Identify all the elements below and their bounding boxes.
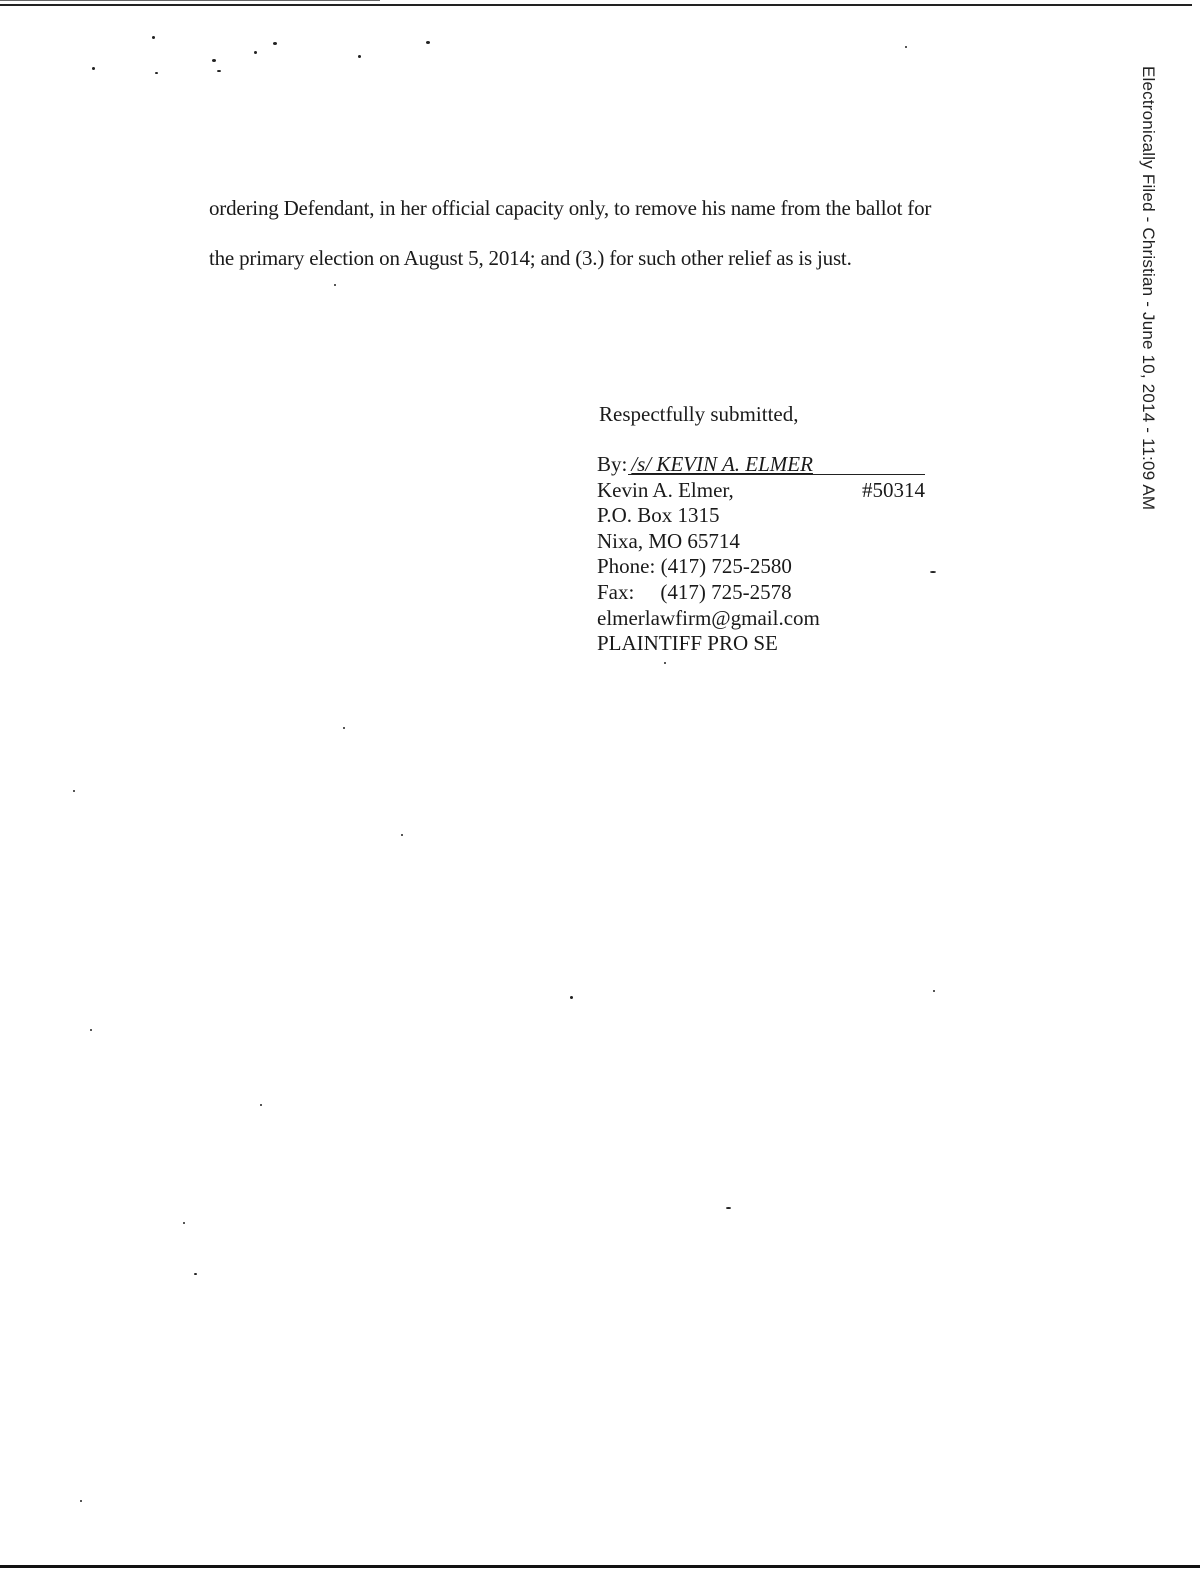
address-line-1: P.O. Box 1315 — [597, 503, 720, 528]
attorney-name: Kevin A. Elmer, — [597, 477, 734, 502]
scan-speck — [273, 42, 277, 45]
scan-speck — [905, 46, 907, 48]
fax-label: Fax: — [597, 579, 635, 604]
phone-number: (417) 725-2580 — [660, 554, 792, 579]
signature-line — [597, 452, 927, 478]
scan-speck — [155, 72, 158, 74]
electronic-signature: /s/ KEVIN A. ELMER — [631, 452, 813, 476]
scan-speck — [92, 67, 95, 70]
scan-speck — [933, 990, 935, 992]
scan-speck — [930, 571, 936, 573]
signature-block — [597, 452, 932, 657]
attorney-name-row — [597, 478, 932, 504]
phone-label: Phone: — [597, 554, 656, 579]
scan-speck — [570, 996, 573, 999]
bottom-edge-rule — [0, 1565, 1200, 1568]
scan-speck — [212, 59, 216, 62]
top-edge-thin-rule — [0, 0, 380, 1]
scan-speck — [73, 790, 75, 792]
scan-speck — [217, 70, 221, 72]
fax-number: (417) 725-2578 — [660, 579, 792, 604]
party-role: PLAINTIFF PRO SE — [597, 631, 778, 656]
address-line-2: Nixa, MO 65714 — [597, 528, 740, 553]
scan-speck — [334, 284, 336, 286]
body-text-line-2: the primary election on August 5, 2014; and (3.) for such other relief as is just. — [209, 246, 852, 270]
scan-speck — [343, 727, 345, 729]
closing-salutation: Respectfully submitted, — [599, 402, 799, 426]
scan-speck — [401, 834, 403, 836]
scan-speck — [152, 36, 155, 39]
scan-speck — [194, 1273, 197, 1275]
scan-speck — [726, 1207, 731, 1209]
electronic-filing-stamp: Electronically Filed - Christian - June 10, 2014 - 11:09 AM — [1139, 66, 1158, 511]
scan-speck — [426, 41, 430, 44]
scan-speck — [260, 1104, 262, 1106]
bar-number: #50314 — [862, 477, 925, 502]
scan-speck — [254, 51, 257, 54]
scan-speck — [80, 1500, 82, 1502]
email-address: elmerlawfirm@gmail.com — [597, 605, 820, 630]
by-label: By: — [597, 452, 628, 476]
phone-row — [597, 554, 932, 580]
fax-row — [597, 580, 932, 606]
top-edge-rule — [0, 4, 1192, 6]
body-text-line-1: ordering Defendant, in her official capacity only, to remove his name from the ballot for — [209, 196, 932, 220]
scan-speck — [183, 1222, 185, 1224]
scan-speck — [664, 662, 666, 664]
scan-speck — [358, 55, 361, 58]
signature-underline — [628, 474, 925, 475]
scan-speck — [90, 1029, 92, 1031]
